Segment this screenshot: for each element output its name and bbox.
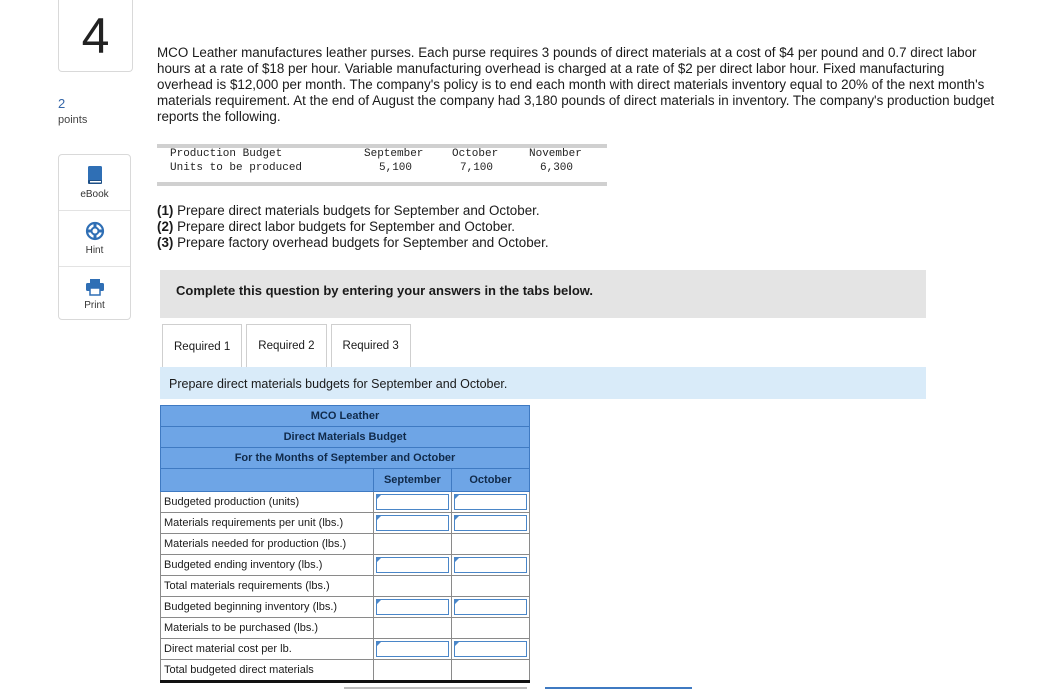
hint-label: Hint: [85, 245, 104, 256]
october-input[interactable]: [454, 599, 527, 615]
month-header: September: [364, 148, 424, 160]
september-input[interactable]: [376, 641, 449, 657]
units-row-label: Units to be produced: [170, 162, 303, 174]
budget-row-label: Total materials requirements (lbs.): [161, 576, 374, 597]
direct-materials-budget-table: [160, 405, 530, 683]
tab-required-1[interactable]: Required 1: [162, 324, 242, 369]
october-input[interactable]: [454, 515, 527, 531]
hint-button[interactable]: [59, 211, 130, 267]
print-icon: [85, 278, 105, 296]
budget-row-label: Budgeted ending inventory (lbs.): [161, 555, 374, 576]
september-input[interactable]: [376, 599, 449, 615]
budget-row-label: Total budgeted direct materials: [161, 660, 374, 682]
budget-row-label: Budgeted production (units): [161, 492, 374, 513]
print-label: Print: [84, 300, 105, 311]
october-input[interactable]: [454, 557, 527, 573]
task-item: (1) Prepare direct materials budgets for September and October.: [157, 203, 540, 218]
budget-row-label: Direct material cost per lb.: [161, 639, 374, 660]
october-input[interactable]: [454, 494, 527, 510]
budget-period: For the Months of September and October: [161, 448, 530, 469]
october-input[interactable]: [454, 641, 527, 657]
october-computed-cell: [451, 534, 529, 555]
problem-text: MCO Leather manufactures leather purses. Each purse requires 3 pounds of direct materials at a cost of $4 per pound and 0.7 direct labor hours at a rate of $18 per hour. Variable manufacturing overhead is charged at a rate of $2 per direct labor hour. Fixed manufacturing overhead is $12,000 per month. The company's policy is to end each month with direct materials inventory equal to 20% of the next month's materials requirement. At the end of August the company had 3,180 pounds of direct materials in inventory. The company's production budget reports the following.: [157, 45, 995, 124]
tab-required-3[interactable]: Required 3: [331, 324, 411, 368]
october-computed-cell: [451, 660, 529, 682]
budget-row-label: Budgeted beginning inventory (lbs.): [161, 597, 374, 618]
tools-panel: [58, 154, 131, 320]
tab-required-2[interactable]: Required 2: [246, 324, 326, 368]
budget-row-label: Materials needed for production (lbs.): [161, 534, 374, 555]
budget-row-label: Materials requirements per unit (lbs.): [161, 513, 374, 534]
task-item: (3) Prepare factory overhead budgets for September and October.: [157, 235, 549, 250]
budget-row-label: Materials to be purchased (lbs.): [161, 618, 374, 639]
september-input[interactable]: [376, 494, 449, 510]
september-computed-cell: [373, 660, 451, 682]
ebook-label: eBook: [80, 189, 109, 200]
budget-company: MCO Leather: [161, 406, 530, 427]
instructions-banner: Complete this question by entering your answers in the tabs below.: [160, 270, 926, 318]
october-computed-cell: [451, 576, 529, 597]
september-computed-cell: [373, 576, 451, 597]
month-header: October: [452, 148, 499, 160]
units-value: 7,100: [460, 162, 494, 174]
ebook-button[interactable]: [59, 155, 130, 211]
budget-header-blank: [161, 469, 374, 492]
task-list: [157, 203, 549, 251]
tab-bar: [162, 324, 415, 367]
points-label: points: [58, 114, 88, 126]
units-value: 5,100: [379, 162, 413, 174]
print-button[interactable]: [59, 267, 130, 322]
units-value: 6,300: [540, 162, 574, 174]
hint-icon: [85, 221, 105, 241]
september-computed-cell: [373, 618, 451, 639]
september-input[interactable]: [376, 515, 449, 531]
production-budget-table: [157, 144, 607, 186]
october-computed-cell: [451, 618, 529, 639]
month-header: November: [529, 148, 582, 160]
book-icon: [86, 165, 104, 185]
column-header-september: September: [373, 469, 451, 492]
production-budget-header: Production Budget: [170, 148, 283, 160]
question-number: 4: [58, 0, 133, 72]
task-item: (2) Prepare direct labor budgets for September and October.: [157, 219, 516, 234]
column-header-october: October: [451, 469, 529, 492]
september-computed-cell: [373, 534, 451, 555]
points-value: 2: [58, 96, 66, 111]
budget-title: Direct Materials Budget: [161, 427, 530, 448]
september-input[interactable]: [376, 557, 449, 573]
tab-prompt: Prepare direct materials budgets for September and October.: [160, 367, 926, 399]
